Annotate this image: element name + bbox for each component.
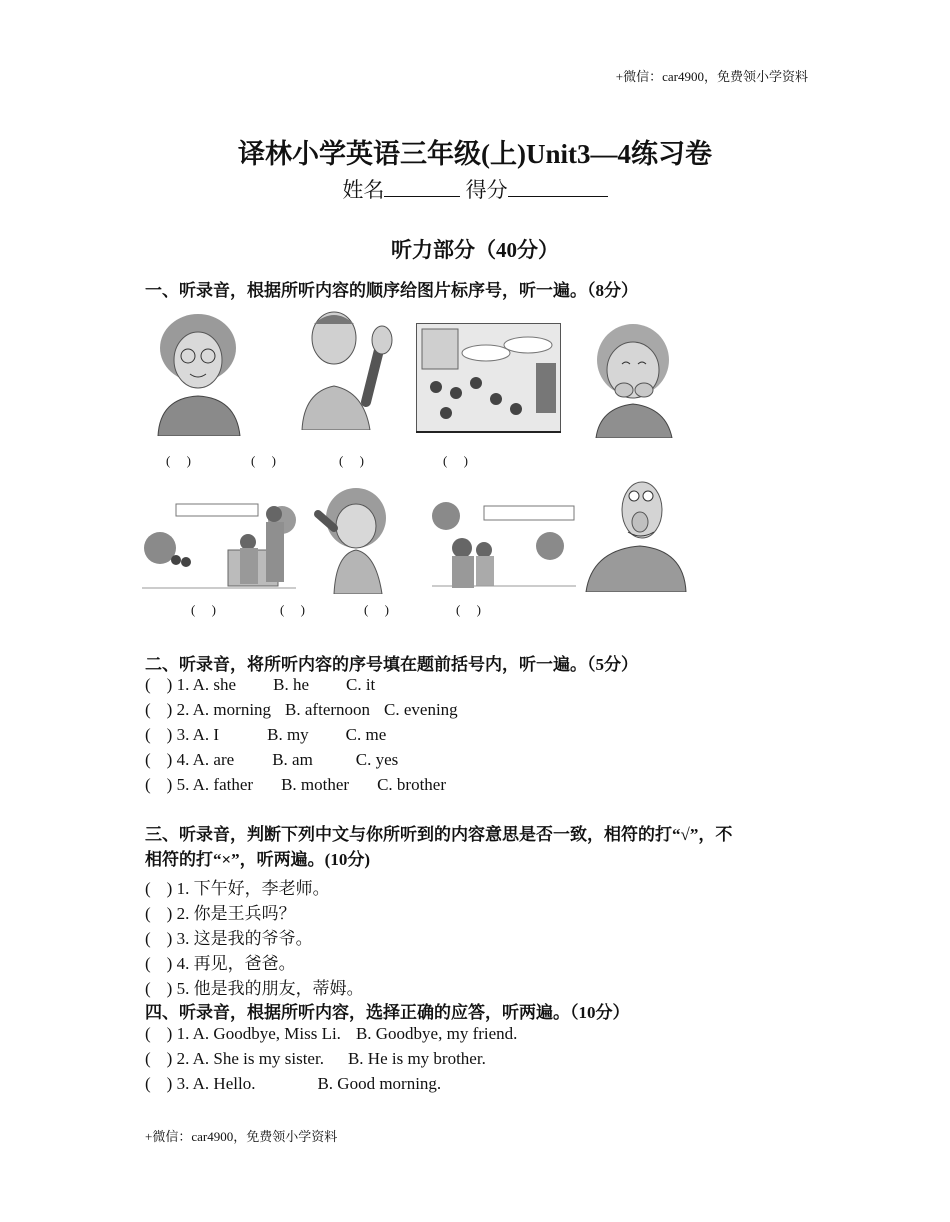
- section2-question-2: ( ) 2. A. morning B. afternoon C. evening: [145, 700, 458, 719]
- section3-question-5: ( ) 5. 他是我的朋友，蒂姆。: [145, 979, 364, 998]
- answer-paren-6[interactable]: ( ): [280, 602, 305, 617]
- section3-question-2: ( ) 2. 你是王兵吗？: [145, 904, 296, 923]
- answer-paren-4[interactable]: ( ): [443, 453, 468, 468]
- answer-paren-5[interactable]: ( ): [191, 602, 216, 617]
- grandpa-picture: [584, 474, 688, 592]
- page-title: 译林小学英语三年级(上)Unit3—4练习卷: [238, 139, 712, 169]
- section4-question-1: ( ) 1. A. Goodbye, Miss Li. B. Goodbye, my friend.: [145, 1024, 518, 1043]
- score-label: 得分: [465, 178, 508, 202]
- answer-paren-open[interactable]: (: [145, 675, 151, 694]
- classroom-picture: [416, 323, 562, 433]
- section3-question-4: ( ) 4. 再见，爸爸。: [145, 954, 296, 973]
- answer-paren-open[interactable]: (: [145, 775, 151, 794]
- name-score-line: [0, 174, 950, 204]
- name-blank[interactable]: [384, 176, 460, 197]
- section2-question-3: ( ) 3. A. I B. my C. me: [145, 725, 387, 744]
- answer-paren-open[interactable]: (: [145, 954, 151, 973]
- section4-question-3: ( ) 3. A. Hello. B. Good morning.: [145, 1074, 442, 1093]
- section3-question-1: ( ) 1. 下午好，李老师。: [145, 879, 330, 898]
- answer-paren-open[interactable]: (: [145, 1074, 151, 1093]
- answer-paren-open[interactable]: (: [145, 929, 151, 948]
- section2-heading: 二、听录音，将所听内容的序号填在题前括号内，听一遍。（5分）: [145, 655, 638, 674]
- grandma-picture: [150, 308, 246, 436]
- answer-paren-open[interactable]: (: [145, 1049, 151, 1068]
- girl-waving-picture: [312, 484, 394, 594]
- answer-paren-open[interactable]: (: [145, 979, 151, 998]
- answer-paren-open[interactable]: (: [145, 1024, 151, 1043]
- score-blank[interactable]: [508, 176, 608, 197]
- name-label: 姓名: [342, 178, 385, 202]
- answer-paren-open[interactable]: (: [145, 725, 151, 744]
- section3-question-3: ( ) 3. 这是我的爷爷。: [145, 929, 313, 948]
- father-waving-picture: [292, 306, 396, 430]
- section4-heading: 四、听录音，根据所听内容，选择正确的应答，听两遍。（10分）: [145, 1003, 630, 1022]
- section1-heading: 一、听录音，根据所听内容的顺序给图片标序号，听一遍。（8分）: [145, 281, 638, 300]
- answer-paren-open[interactable]: (: [145, 750, 151, 769]
- answer-paren-1[interactable]: ( ): [166, 453, 191, 468]
- section2-question-4: ( ) 4. A. are B. am C. yes: [145, 750, 399, 769]
- answer-paren-8[interactable]: ( ): [456, 602, 481, 617]
- listening-part-title: 听力部分（40分）: [391, 238, 559, 262]
- section4-question-2: ( ) 2. A. She is my sister. B. He is my brother.: [145, 1049, 486, 1068]
- answer-paren-open[interactable]: (: [145, 879, 151, 898]
- street-friends-picture: [432, 490, 576, 590]
- section3-heading: 三、听录音，判断下列中文与你所听到的内容意思是否一致，相符的打“√”，不 相符的打“×”，听两遍。(10分): [145, 825, 733, 869]
- answer-paren-3[interactable]: ( ): [339, 453, 364, 468]
- footer-note: +微信：car4900，免费领小学资料: [145, 1129, 338, 1144]
- answer-paren-7[interactable]: ( ): [364, 602, 389, 617]
- answer-paren-open[interactable]: (: [145, 904, 151, 923]
- park-meeting-picture: [142, 490, 296, 592]
- boy-laughing-picture: [590, 318, 676, 438]
- section2-question-5: ( ) 5. A. father B. mother C. brother: [145, 775, 447, 794]
- answer-paren-2[interactable]: ( ): [251, 453, 276, 468]
- header-note: +微信：car4900，免费领小学资料: [615, 69, 808, 84]
- answer-paren-open[interactable]: (: [145, 700, 151, 719]
- section2-question-1: ( ) 1. A. she B. he C. it: [145, 675, 376, 694]
